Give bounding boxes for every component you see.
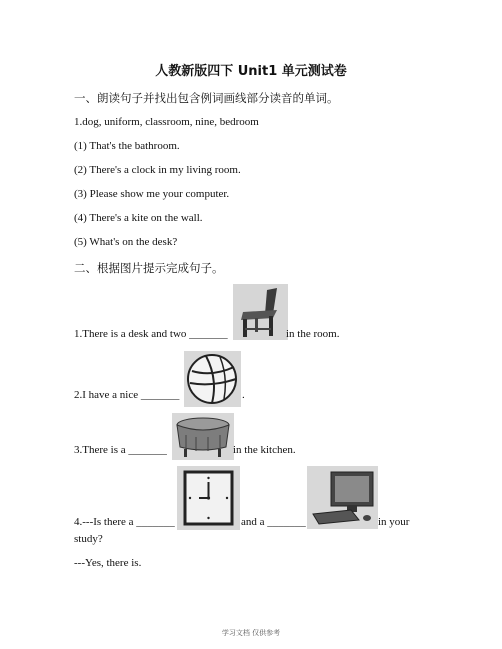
sentence-3: (3) Please show me your computer. [74,188,230,200]
section1-heading: 一、朗读句子并找出包含例词画线部分读音的单词。 [74,91,339,105]
q3-text-after: in the kitchen. [233,444,296,456]
q4-answer: ---Yes, there is. [74,557,142,569]
volleyball-icon [184,351,241,407]
q4-text-cont: study? [74,533,103,545]
computer-icon [307,466,378,529]
sentence-2: (2) There's a clock in my living room. [74,164,241,176]
table-image [172,413,234,460]
q1-text-before: 1.There is a desk and two _______ [74,328,228,340]
example-words: 1.dog, uniform, classroom, nine, bedroom [74,116,259,128]
q1-text-after: in the room. [286,328,340,340]
sentence-4: (4) There's a kite on the wall. [74,212,203,224]
q4-text-middle: and a _______ [241,516,306,528]
q2-text-before: 2.I have a nice _______ [74,389,180,401]
q3-text-before: 3.There is a _______ [74,444,167,456]
section2-heading: 二、根据图片提示完成句子。 [74,261,224,275]
table-icon [172,413,234,460]
computer-image [307,466,378,529]
sentence-5: (5) What's on the desk? [74,236,178,248]
clock-icon [177,466,240,530]
sentence-1: (1) That's the bathroom. [74,140,180,152]
footer-note: 学习文档 仅供参考 [221,629,281,637]
q4-text-after: in your [378,516,410,528]
chair-icon [233,284,288,340]
q2-text-after: . [242,389,245,401]
volleyball-image [184,351,241,407]
clock-image [177,466,240,530]
chair-image [233,284,288,340]
page-title: 人教新版四下 Unit1 单元测试卷 [155,64,347,79]
q4-text-before: 4.---Is there a _______ [74,516,175,528]
